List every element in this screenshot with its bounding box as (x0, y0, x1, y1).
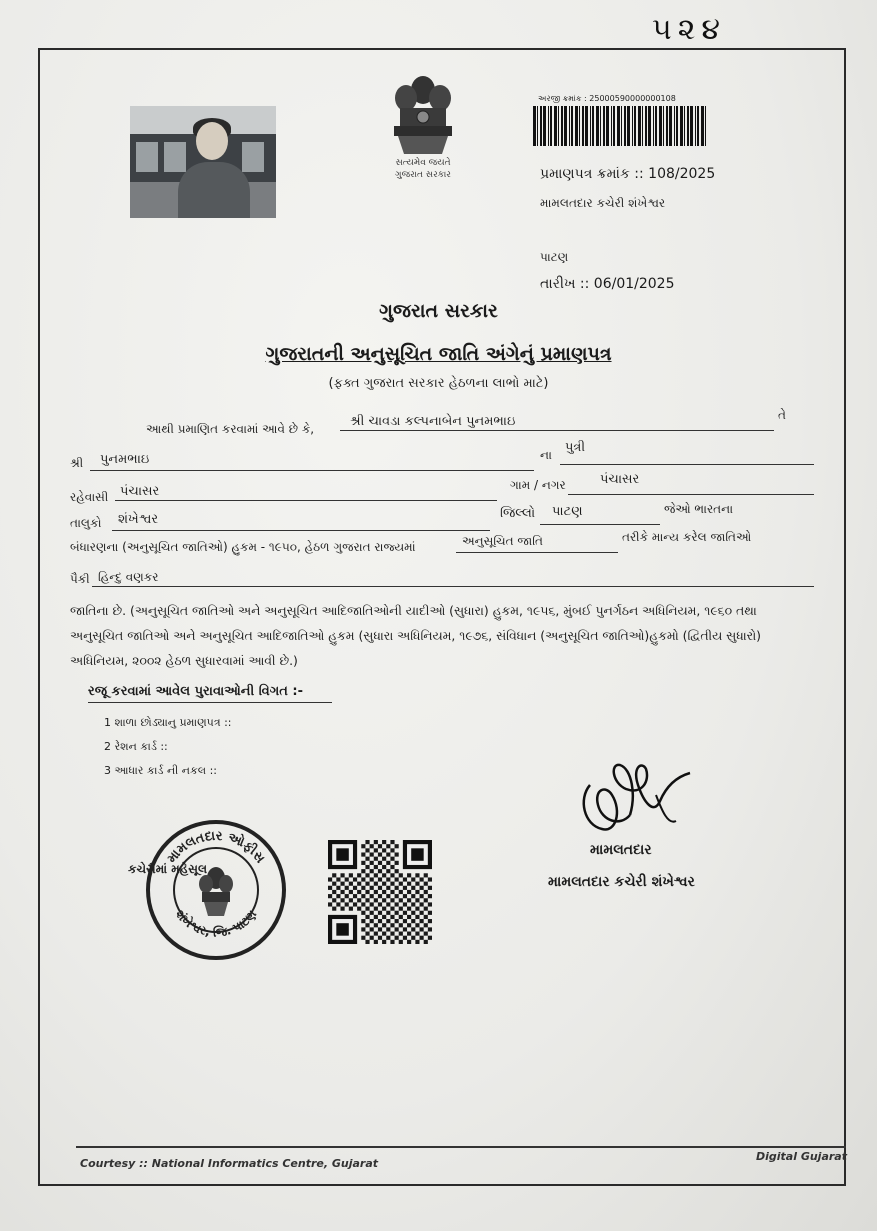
resident-label: રહેવાસી (70, 490, 109, 504)
certificate-title-text: ગુજરાતની અનુસૂચિત જાતિ અંગેનું પ્રમાણપત્ર (265, 343, 612, 365)
village-label: ગામ / નગર (510, 478, 566, 492)
courtesy-text: Courtesy :: National Informatics Centre, Gujarat (80, 1157, 379, 1170)
signature-icon (572, 755, 702, 845)
constitution-text: બંધારણના (અનુસૂચિત જાતિઓ) હુકમ - ૧૯૫૦, હેઠળ ગુજરાત રાજ્યમાં (70, 540, 416, 554)
document-item: 1 શાળા છોડ્યાનુ પ્રમાણપત્ર :: (104, 716, 232, 729)
te-label: તે (778, 408, 786, 422)
issuing-office: મામલતદાર કચેરી શંખેશ્વર (540, 196, 666, 210)
taluka-label: તાલુકો (70, 516, 102, 530)
documents-title: રજૂ કરવામાં આવેલ પુરાવાઓની વિગત :- (88, 684, 303, 699)
seal-left-text: કચેરીમાં મહેસૂલ (128, 862, 208, 876)
taluka-value: શંખેશ્વર (118, 512, 159, 527)
applicant-photo (130, 106, 276, 218)
signatory-office: મામલતદાર કચેરી શંખેશ્વર (548, 874, 695, 890)
resident-value: પંચાસર (120, 484, 160, 499)
relation-underline (560, 464, 814, 465)
paragraph-line: જાતિના છે. (અનુસૂચિત જાતિઓ અને અનુસૂચિત આદિજાતિઓની યાદીઓ (સુધારા) હુકમ, ૧૯૫૬, મુંબઈ પુનર્ગઠન અધિનિયમ, ૧૯૬૦ તથા (70, 603, 757, 618)
government-title: ગુજરાત સરકાર (379, 300, 498, 322)
shri-label: શ્રી (70, 456, 84, 470)
name-underline (340, 430, 774, 431)
office-seal-stamp (144, 818, 288, 962)
emblem-caption: ગુજરાત સરકાર (395, 170, 451, 180)
certificate-subtitle: (ફક્ત ગુજરાત સરકાર હેઠળના લાભો માટે) (328, 376, 549, 391)
caste-underline (92, 586, 814, 587)
taluka-underline (112, 530, 490, 531)
barcode (533, 106, 709, 146)
certify-prefix: આથી પ્રમાણિત કરવામાં આવે છે કે, (146, 422, 315, 436)
jeo-text: જેઓ ભારતના (664, 502, 734, 516)
certificate-title (0, 343, 877, 365)
national-emblem-icon (380, 70, 466, 188)
recognized-text: તરીકે માન્ય કરેલ જાતિઓ (622, 530, 752, 544)
document-item: 2 રેશન કાર્ડ :: (104, 740, 168, 753)
paragraph-line: અનુસૂચિત જાતિઓ અને અનુસૂચિત આદિજાતિઓ હુકમ (સુધારા અધિનિયમ, ૧૯૭૬, સંવિધાન (અનુસૂચિત જાતિઓ)હુકમો (દ્વિતીય સુધારો) (70, 628, 762, 643)
paragraph-line: અધિનિયમ, ૨૦૦૨ હેઠળ સુધારવામાં આવી છે.) (70, 653, 298, 668)
certificate-number: પ્રમાણપત્ર ક્રમાંક :: 108/2025 (540, 166, 716, 182)
district-value: પાટણ (552, 504, 583, 519)
documents-underline (88, 702, 332, 703)
village-value: પંચાસર (600, 472, 640, 487)
document-item: 3 આધાર કાર્ડ ની નકલ :: (104, 764, 217, 777)
village-underline (568, 494, 814, 495)
holder-name: શ્રી ચાવડા કલ્પનાબેન પુનમભાઇ (350, 414, 516, 429)
legal-paragraph (70, 598, 810, 673)
qr-code (328, 840, 432, 944)
relation-value: પુત્રી (565, 440, 586, 455)
na-label: ના (540, 448, 552, 462)
father-name: પુનમભાઇ (100, 452, 150, 467)
father-underline (90, 470, 534, 471)
handwritten-note: ૫૨૪ (652, 12, 726, 47)
emblem-motto: સત્યમેવ જયતે (395, 158, 451, 168)
digital-gujarat-text: Digital Gujarat (756, 1150, 847, 1163)
seal-bottom-text: શંખેશ્વર, જિ. પાટણ (172, 907, 260, 940)
category-underline (456, 552, 618, 553)
signatory-title: મામલતદાર (590, 842, 652, 858)
resident-underline (115, 500, 497, 501)
issue-place: પાટણ (540, 250, 569, 264)
caste-value: હિન્દુ વણકર (98, 570, 159, 584)
issue-date: તારીખ :: 06/01/2025 (540, 276, 675, 292)
category-value: અનુસૂચિત જાતિ (462, 534, 543, 548)
district-underline (540, 524, 660, 525)
seal-top-text: મામલતદાર ઓફીસ (164, 828, 268, 867)
application-number: અરજી ક્રમાંક : 25000590000000108 (538, 94, 676, 103)
district-label: જિલ્લો (500, 506, 536, 521)
among-label: પૈકી (70, 572, 90, 586)
